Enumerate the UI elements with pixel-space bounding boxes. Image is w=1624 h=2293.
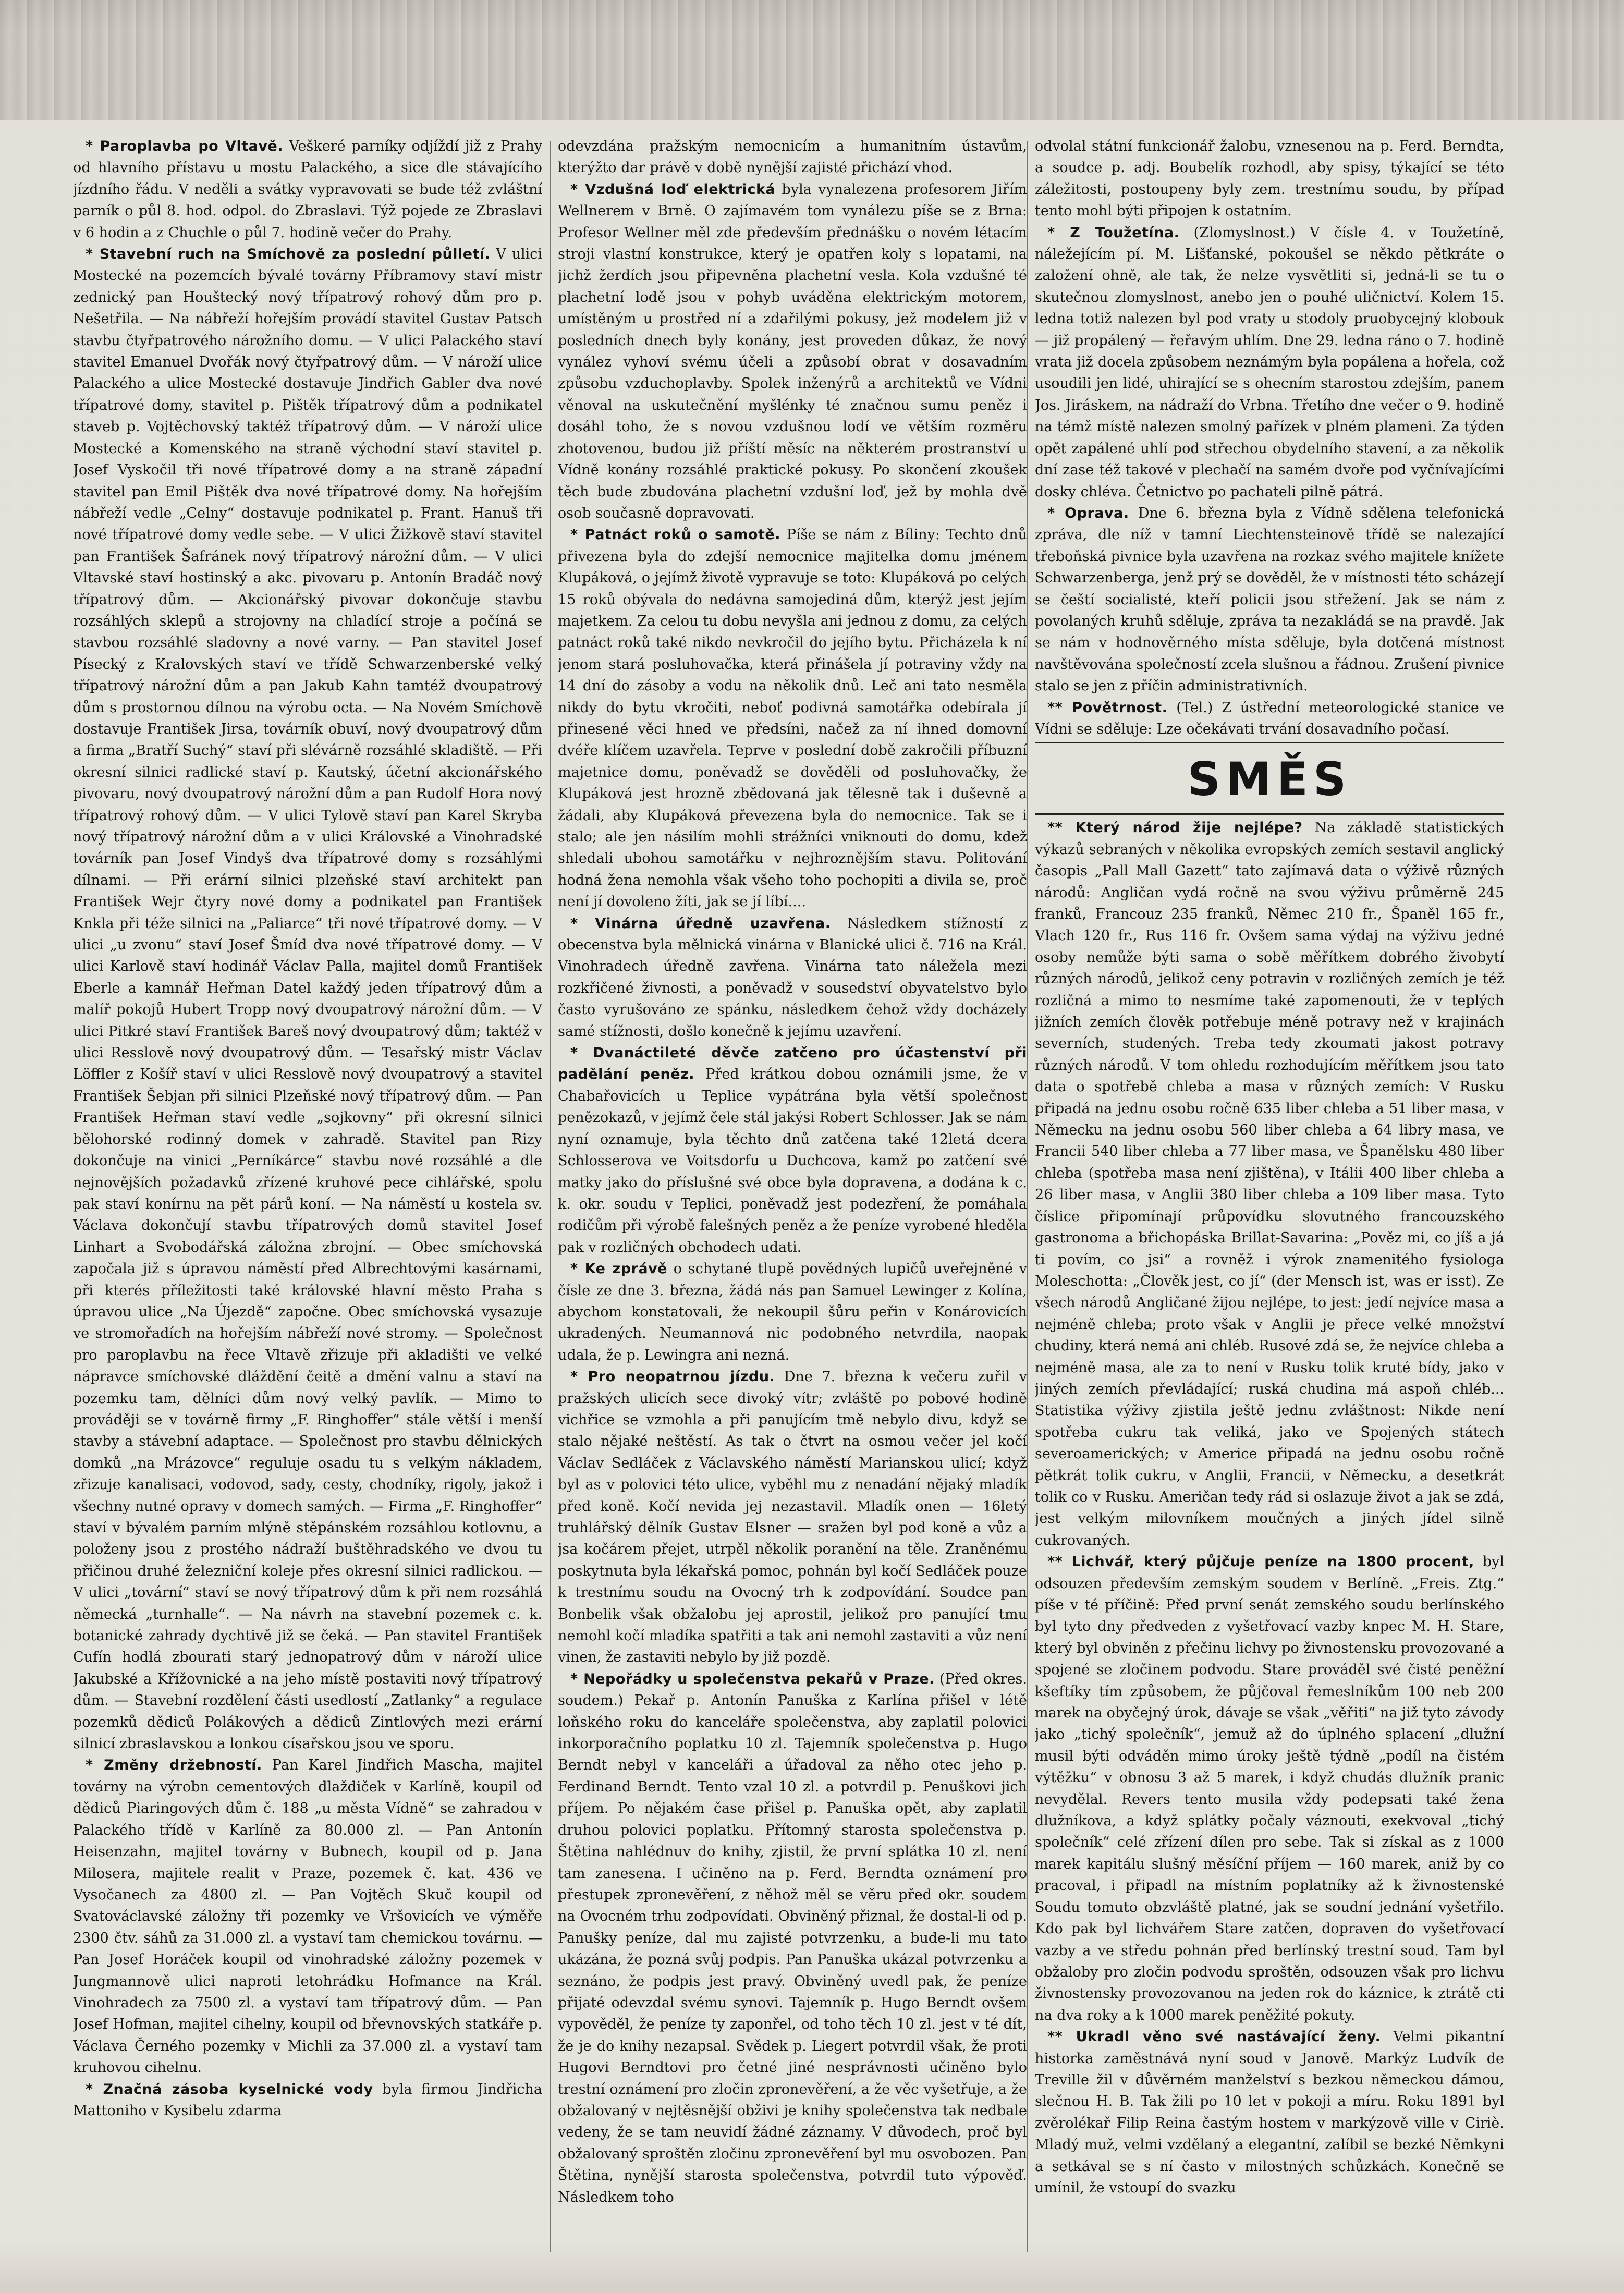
column-2 [558,136,1027,2252]
article-text: Veškeré parníky odjíždí již z Prahy od hlavního přístavu u mostu Palackého, a sice dle stávajícího jízdního řádu. V neděli a svátky vypravovati se bude též zvláštní parník o půl 8. hod. odpol. do Zbraslavi. Týž pojede ze Zbraslavi v 6 hodin a z Chuchle o půl 7. hodině večer do Prahy. [73,138,542,241]
article-paragraph [558,913,1027,1042]
article-text: byla vynalezena profesorem Jiřím Wellnerem v Brně. O zajímavém tom vynálezu píše se z Brna: Profesor Wellner měl zde především přednášku o novém létacím stroji vlastní konstrukce, který je opatřen koly s lopatami, na jichž žerdích jsou připevněna plachetní vesla. Kola vzdušné té plachetní lodě jsou v pohyb uváděna elektrickým motorem, umístěným u prostřed ní a zdařilými pokusy, jež modelem již v posledních dnech byly konány, jest proveden důkaz, že nový vynález vyhoví svému účeli a způsobí obrat v dosavadním způsobu vzduchoplavby. Spolek inženýrů a architektů ve Vídni věnoval na uskutečnění myšlénky té značnou sumu peněz i dosáhl toho, že s novou vzdušnou lodí ve větším rozměru zhotovenou, budou již příští měsíc na některém prostranství u Vídně konány rozsáhlé praktické pokusy. Po skončení zkoušek těch bude zbudována plachetní vzdušní loď, jež by mohla dvě osob současně dopravovati. [558,181,1027,521]
article-paragraph [558,1042,1027,1258]
article-paragraph [558,179,1027,525]
column-3 [1035,136,1504,2252]
article-paragraph [73,243,542,1754]
article-headline: ** Lichvář, který půjčuje peníze na 1800 procent, [1047,1554,1474,1570]
article-text: Dne 6. března byla z Vídně sdělena telefonická zpráva, dle níž v tamní Liechtensteinově třídě se nalezající třeboňská pivnice byla uzavřena na rozkaz svého majitele knížete Schwarzenberga, jenž prý se dověděl, že v místnosti této scházejí se čeští socialisté, kteří policii jsou střežení. Jak se nám z povolaných kruhů sděluje, zpráva ta nezakládá se na pravdě. Jak se nám v hodnověrného místa sděluje, byla dotčená místnost navštěvována společností zcela slušnou a řádnou. Zrušení pivnice stalo se jen z příčin administrativních. [1035,505,1504,694]
article-headline: ** Ukradl věno své nastávající ženy. [1047,2029,1381,2045]
article-text: Na základě statistických výkazů sebraných v několika evropských zemích sestavil anglický časopis „Pall Mall Gazett“ tato zajímavá data o výživě různých národů: Angličan vydá ročně na svou výživu průměrně 245 franků, Francouz 235 franků, Němec 210 fr., Španěl 165 fr., Vlach 120 fr., Rus 116 fr. Ovšem sama výdaj na výživu jedné osoby nemůže býti sama o sobě měřítkem dobrého živobytí různých národů, jelikož ceny potravin v rozličných zemích je též rozličná a mimo to nesmíme také zapomenouti, že v teplých jižních zemích člověk potřebuje méně potravy než v krajinách severních, studených. Treba tedy zkoumati jakost potravy různých národů. V tom ohledu rozhodujícím měřítkem jsou tato data o spotřebě chleba a masa v různých zemích: V Rusku připadá na jednu osobu ročně 635 liber chleba a 51 liber masa, v Německu na jednu osobu 560 liber chleba a 64 libry masa, ve Francii 540 liber chleba a 77 liber masa, ve Španělsku 480 liber chleba (spotřeba masa není zjištěna), v Itálii 400 liber chleba a 26 liber masa, v Anglii 380 liber chleba a 109 liber masa. Tyto číslice připomínají průpovídku slovutného francouzského gastronoma a břichopáska Brillat-Savarina: „Pověz mi, co jíš a já ti povím, co jsi“ a rovněž i výrok znamenitého fysiologa Moleschotta: „Člověk jest, co jí“ (der Mensch ist, was er isst). Ze všech národů Angličané žijou nejlépe, to jest: jedí nejvíce masa a nejméně chleba; proto však v Anglii je přece velké množství chudiny, která nemá ani chléb. Rusové zdá se, že nejvíce chleba a nejméně masa, ale za to není v Rusku tolik kruté bídy, jako v jiných zemích převládající; ruská chudina má aspoň chléb... Statistika výživy zjistila ještě jednu zvláštnost: Nikde není spotřeba cukru tak veliká, jako ve Spojených státech severoamerických; v Americe připadá na jednu osobu ročně pětkrát tolik cukru, v Anglii, Francii, v Německu, a desetkrát tolik co v Rusku. Američan tedy rád si oslazuje život a jak se zdá, jest velkým milovníkem moučných a jiných jídel silně cukrovaných. [1035,820,1504,1548]
article-text: (Zlomyslnost.) V čísle 4. v Toužetíně, náležejícím pí. M. Lišťanské, pokoušel se někdo pětkráte o založení ohně, ale tak, že nelze vysvětliti si, jedná-li se tu o skutečnou zlomyslnost, anebo jen o pouhé uličnictví. Kolem 15. ledna totiž nalezen byl pod vraty u stodoly pruobycejný klobouk — již propálený — řeřavým uhlím. Dne 29. ledna ráno o 7. hodině vrata již docela způsobem neznámým byla popálena a hořela, což usoudili jen lidé, uhirající se s ohecním starostou zdejším, panem Jos. Jiráskem, na nádraží do Vrbna. Třetího dne večer o 9. hodině na témž místě nalezen smolný pařízek v plném plameni. Za týden opět zapálené uhlí pod střechou obydelního stavení, a za několik dní zase též takové v plechačí na samém dvoře pod vyčnívajícími dosky chléva. Četnictvo po pachateli pilně pátrá. [1035,224,1504,500]
column-rule [550,141,551,2252]
article-headline: * Změny držebností. [86,1757,262,1774]
article-text: odvolal státní funkcionář žalobu, vznesenou na p. Ferd. Berndta, a soudce p. adj. Boubelík rozhodl, aby spisy, týkající se této záležitosti, postoupeny byly zem. trestnímu soudu, by případ tento mohl býti připojen k ostatním. [1035,138,1504,219]
article-paragraph [1035,1551,1504,2026]
article-paragraph [558,1668,1027,2208]
article-text: V ulici Mostecké na pozemcích bývalé továrny Příbramovy staví mistr zednický pan Houštecký nový třípatrový rohový dům pro p. Nešetřila. — Na nábřeží hořejším provádí stavitel Gustav Patsch stavbu čtyřpatrového nárožního domu. — V ulici Palackého staví stavitel Emanuel Dvořák nový čtyřpatrový dům. — V nároží ulice Palackého a ulice Mostecké dostavuje Jindřich Gabler dva nové třípatrové domy, stavitel p. Pištěk třípatrový dům a podnikatel staveb p. Vojtěchovský taktéž třípatrový dům. — V nároží ulice Mostecké a Komenského na straně východní staví stavitel p. Josef Vyskočil tři nové třípatrové domy a na straně západní stavitel pan Emil Pištěk dva nové třípatrové domy. Na hořejším nábřeží vedle „Celny“ dostavuje podnikatel p. Frant. Hanuš tři nové třípatrové domy vedle sebe. — V ulici Žižkově staví stavitel pan František Šafránek nový třípatrový nárožní dům. — V ulici Vltavské staví hostinský a akc. pivovaru p. Antonín Bradáč nový třípatrový dům. — Akcionářský pivovar dokončuje stavbu rozsáhlých sklepů a strojovny na chladící stroje a počíná se stavbou rozsáhlé sladovny a nové varny. — Pan stavitel Josef Písecký z Kralovských staví ve třídě Schwarzenberské velký třípatrový nárožní dům a pan Jakub Kahn tamtéž dvoupatrový dům s prostornou dílnou na výrobu octa. — Na Novém Smíchově dostavuje František Jirsa, továrník obuví, nový dvoupatrový dům a firma „Bratří Suchý“ staví při slévárně rozsáhlé skladiště. — Při okresní silnici radlické staví p. Kautský, účetní akcionářského pivovaru, nový dvoupatrový nárožní dům a pan Rudolf Hora nový třípatrový rohový dům. — V ulici Tylově staví pan Karel Skryba nový třípatrový nárožní dům a v ulici Královské a Vinohradské továrník pan Josef Vindyš dva třípatrové domy s rozsáhlými dílnami. — Při erární silnici plzeňské staví architekt pan František Wejr čtyry nové domy a podnikatel pan František Knkla při téže silnici na „Paliarce“ tři nové třípatrové domy. — V ulici „u zvonu“ staví Josef Šmíd dva nové třípatrové domy. — V ulici Karlově staví hodinář Václav Palla, majitel domů František Eberle a kamnář Heřman Datel každý jeden třípatrový dům a malíř pokojů Hubert Tropp nový dvoupatrový nárožní dům. — V ulici Pitkré staví František Bareš nový dvoupatrový dům; taktéž v ulici Resslově nový dvoupatrový dům. — Tesařský mistr Václav Löffler z Košíř staví v ulici Resslově nový dvoupatrový a stavitel František Šebjan při silnici Plzeňské nový třípatrový dům. — Pan František Heřman staví vedle „sojkovny“ při okresní silnici bělohorské rodinný domek v zahradě. Stavitel pan Rizy dokončuje na vinici „Perníkárce“ stavbu nové rozsáhlé a dle nejnovějších požadavků zřízené kruhové pece cihlářské, spolu pak staví konírnu na pět párů koní. — Na náměstí u kostela sv. Václava dokončují stavbu třípatrových domů stavitel Josef Linhart a Svobodářská záložna zbrojní. — Obec smíchovská započala již s úpravou náměstí před Albrechtovými kasárnami, při kterés příležitosti také královské hlavní město Praha s úpravou ulice „Na Újezdě“ započne. Obec smíchovská vysazuje ve stromořadích na hořejším nábřeží nové stromy. — Společnost pro paroplavbu na řece Vltavě zřizuje při akladišti ve velké nápravce smíchovské dláždění čeitě a dmění valnu a staví na pozemku tam, dělníci dům nový velký pavlík. — Mimo to prováději se v továrně firmy „F. Ringhoffer“ stále větší i menší stavby a stávební adaptace. — Společnost pro stavbu dělnických domků „na Mrázovce“ reguluje osadu tu s velkým nákladem, zřizuje kanalisaci, vodovod, sady, cesty, chodníky, rigoly, jakož i všechny nutné opravy v domech samých. — Firma „F. Ringhoffer“ staví v bývalém parním mlýně stěpánském rozsáhlou kotlovnu, a položeny jsou z prostého nádraží buštěhradského ve dvou tu přičinou druhé železniční koleje přes okresní silnici radlickou. — V ulici „tovární“ staví se nový třípatrový dům k při nem rozsáhlá německá „turnhalle“. — Na návrh na stavební pozemek c. k. botanické zahrady dychtivě již se čeká. — Pan stavitel František Cufín hodlá zbourati starý jednopatrový dům v nároží ulice Jakubské a Křížovnické a na jeho místě postaviti nový třípatrový dům. — Stavební rozdělení části usedlostí „Zatlanky“ a regulace pozemků dědiců Polákových a dědiců Zintlových mezi erární silnicí zbraslavskou a lonkou císařskou jsou ve sporu. [73,246,542,1752]
article-text: Pan Karel Jindřich Mascha, majitel továrny na výrobn cementových dlaždiček v Karlíně, koupil od dědiců Piaringových dům č. 188 „u města Vídně“ se zahradou v Palackého třídě v Karlíně za 80.000 zl. — Pan Antonín Heisenzahn, majitel továrny v Bubnech, koupil od p. Jana Milosera, majitele realit v Praze, pozemek č. kat. 436 ve Vysočanech za 4800 zl. — Pan Vojtěch Skuč koupil od Svatováclavské záložny tři pozemky ve Vršovicích ve výměře 2300 čtv. sáhů za 31.000 zl. a vystaví tam chemickou továrnu. — Pan Josef Horáček koupil od vinohradské záložny pozemek v Jungmannově ulici naproti letohrádku Hofmance na Král. Vinohradech za 7500 zl. a vystaví tam třípatrový dům. — Pan Josef Hofman, majitel cihelny, koupil od břevnovských statkáře p. Václava Černého pozemky v Michli za 37.000 zl. a vystaví tam kruhovou cihelnu. [73,1757,542,2076]
article-paragraph [73,136,542,243]
section-heading: SMĚS [1187,752,1352,807]
article-paragraph [1035,222,1504,503]
article-paragraph [1035,697,1504,740]
article-text: Velmi pikantní historka zaměstnává nyní soud v Janově. Markýz Ludvík de Treville žil v důvěrném manželství s bezkou německou dámou, slečnou H. B. Tak žili po 10 let v pokoji a míru. Roku 1891 byl zvěrolékař Filip Reina častým hostem v markýzově ville v Ciriè. Mladý muž, velmi vzdělaný a elegantní, zalíbil se bezké Němkyni a setkával se s ní často v milostných schůzkách. Konečně se umínil, že vstoupí do svazku [1035,2029,1504,2196]
article-text: (Tel.) Z ústřední meteorologické stanice ve Vídni se sděluje: Lze očekávati trvání dosavadního počasí. [1035,699,1504,737]
article-headline: * Vinárna úředně uzavřena. [570,915,831,932]
article-text: Před krátkou dobou oznámili jsme, že v Chabařovicích u Teplice vypátrána byla větší společnost penězokazů, v jejímž čele stál jakýsi Robert Schlosser. Jak se nám nyní oznamuje, byla těchto dnů zatčena také 12letá dcera Schlosserova ve Voitsdorfu u Duchcova, kamž po zatčení své matky jako do příslušné své obce byla dopravena, a dodána k c. k. okr. soudu v Teplici, poněvadž jest podezření, že pomáhala rodičům při výrobě falešných peněz a že peníze vyrobené hleděla pak v rozličných obchodech udati. [558,1066,1027,1255]
article-headline: * Patnáct roků o samotě. [570,527,780,543]
article-headline: ** Povětrnost. [1047,699,1168,716]
article-paragraph [558,136,1027,179]
article-headline: * Ke zprávě [570,1261,667,1277]
article-paragraph [558,524,1027,912]
article-headline: * Oprava. [1047,505,1129,521]
article-headline: * Pro neopatrnou jízdu. [570,1369,775,1385]
scan-top-edge [0,0,1624,120]
article-headline: * Z Toužetína. [1047,224,1180,241]
article-headline: * Paroplavba po Vltavě. [86,138,283,154]
article-paragraph [1035,503,1504,697]
article-paragraph [1035,817,1504,1551]
article-headline: * Vzdušná loď elektrická [570,181,776,198]
article-headline: * Nepořádky u společenstva pekařů v Praze. [570,1670,935,1687]
article-text: Následkem stížností z obecenstva byla mělnická vinárna v Blanické ulici č. 716 na Král. Vinohradech úředně zavřena. Vinárna tato náležela mezi rozkřičené živnosti, a poněvadž v sousedství obyvatelstvo bylo často vyrušováno ze spánku, následkem čehož vždy docházely samé stížnosti, došlo konečně k jejímu uzavření. [558,915,1027,1040]
article-paragraph [73,2079,542,2122]
article-text: byl odsouzen především zemským soudem v Berlíně. „Freis. Ztg.“ píše v té příčině: Před první senát zemského soudu berlínského byl tyto dny předveden z vyšetřovací vazby knpec M. H. Stare, který byl obviněn z přečinu lichvy po živnostensku provozované a spojené se zločinem podvodu. Stare prováděl své čisté peněžní kšeftíky tím způsobem, že půjčoval řemeslníkům 100 neb 200 marek na obyčejný úrok, dávaje se však „věřiti“ na již tyto závody jako „tichý společník“, jemuž až do úplného splacení „dlužní musil býti odváděn mimo úroky ještě týdně „podíl na čistém výtěžku“ v obnosu 3 až 5 marek, i když chudás dlužník pranic nevydělal. Revers tento musila vždy podepsati také žena dlužníkova, a když splátky počaly váznouti, exekvoval „tichý společník“ celé zřízení dílen pro sebe. Tak si získal as z 1000 marek kapitálu slušný měsíční příjem — 160 marek, aniž by co pracoval, i připadl na místním poplatníky až k živnostenské Soudu tomuto obzvláště platné, jak se soudní jednání vyšetřilo. Kdo pak byl lichvářem Stare zatčen, dopraven do vyšetřovací vazby a ve středu pohnán před berlínský trestní soud. Tam byl obžaloby pro zločin podvodu sproštěn, odsouzen však pro lichvu živnostensky provozovanou na jeden rok do káznice, k ztrátě cti na dva roky a k 1000 marek peněžité pokuty. [1035,1554,1504,2023]
column-rule [1027,141,1028,2252]
article-text: Píše se nám z Bíliny: Techto dnů přivezena byla do zdejší nemocnice majitelka domu jménem Klupáková, o jejímž životě vypravuje se toto: Klupáková po celých 15 roků obývala do nedávna samojediná dům, kterýž jest jejím majetkem. Za celou tu dobu nevyšla ani jednou z domu, za celých patnáct roků také nikdo nevkročil do jejího bytu. Přicházela k ní jenom stará posluhovačka, která přinášela jí potraviny vždy na 14 dní do zásoby a vodu na několik dnů. Leč ani tato nesměla nikdy do bytu vkročiti, neboť podivná samotářka odebírala jí přinesené věci hned ve předsíni, načež za ní ihned domovní dvéře klíčem uzavřela. Teprve v poslední době zakročili příbuzní majetnice domu, poněvadž se dověděli od posluhovačky, že Klupáková jest hrozně zbědovaná jak tělesně tak i duševně a žádali, aby Klupáková převezena byla do nemocnice. Tak se i stalo; ale jen násilím mohli strážníci vniknouti do domu, kdež shledali ubohou samotářku v nejhroznějším stavu. Politování hodná žena nemohla však všeho toho pochopiti a divila se, proč není jí dovoleno žíti, jak se jí líbí.... [558,527,1027,910]
article-headline: * Dvanáctileté děvče zatčeno pro účastenství při padělání peněz. [558,1045,1027,1083]
article-text: odevzdána pražským nemocnicím a humanitním ústavům, kterýžto dar právě v době nynější zajisté přichází vhod. [558,138,1027,176]
article-text: o schytané tlupě povědných lupičů uveřejněné v čísle ze dne 3. března, žádá nás pan Samuel Lewinger z Kolína, abychom konstatovali, že nekoupil šůru peřin v Konárovicích ukradených. Neumannová nic podobného netvrdila, naopak udala, že p. Lewingra ani nezná. [558,1261,1027,1363]
article-paragraph [1035,2026,1504,2199]
column-1 [73,136,542,2252]
section-rule [1035,813,1504,815]
article-text: Dne 7. března k večeru zuřil v pražských ulicích sece divoký vítr; zvláště po pobové hodině vichřice se vzmohla a při panujícím tmě nebylo divu, když se stalo nějaké neštěstí. As tak o čtvrt na osmou večer jel kočí Václav Sedláček z Václavského náměstí Marianskou ulicí; když byl as v polovici této ulice, vyběhl mu z nenadání nějaký mladík před koně. Kočí nevida jej nezastavil. Mladík onen — 16letý truhlářský dělník Gustav Elsner — sražen byl pod koně a vůz a jsa kočárem přejet, utrpěl několik poranění na těle. Zraněnému poskytnuta byla lékařská pomoc, pohnán byl kočí Sedláček pouze k trestnímu soudu na Ovocný trh k zodpovídání. Soudce pan Bonbelik však obžalobu jej aprostil, jelikož pro panující tmu nemohl kočí mladíka spatřiti a tak ani nemohl zastaviti a vůz není vinen, že zastaviti nebylo by již pozdě. [558,1369,1027,1666]
article-paragraph [73,1754,542,2078]
article-headline: ** Který národ žije nejlépe? [1047,820,1303,836]
section-rule [1035,742,1504,743]
article-text: (Před okres. soudem.) Pekař p. Antonín Panuška z Karlína přišel v létě loňského roku do kanceláře společenstva, aby zaplatil polovici inkorporačního poplatku 10 zl. Tajemník společenstva p. Hugo Berndt nebyl v kanceláři a úřadoval za něho otec jeho p. Ferdinand Berndt. Tento vzal 10 zl. a potvrdil p. Penuškovi jich příjem. Po nějakém čase přišel p. Panuška opět, aby zaplatil druhou polovici poplatku. Přítomný starosta společenstva p. Štětina nahlédnuv do knihy, zjistil, že první splátka 10 zl. není tam zanesena. I učiněno na p. Ferd. Berndta oznámení pro přestupek zpronevěření, z něhož měl se věru před okr. soudem na Ovocném trhu zodpovídati. Obviněný přiznal, že dostal-li od p. Panušky peníze, dal mu zajisté potvrzenku, a bude-li mu tato ukázána, že pozná svůj podpis. Pan Panuška ukázal potvrzenku a seznáno, že podpis jest pravý. Obviněný uvedl pak, že peníze přijaté odevzdal svému synovi. Tajemník p. Hugo Berndt ovšem vypověděl, že peníze ty zaponřel, od toho těch 10 zl. jest v té dít, že je do knihy nezapsal. Svědek p. Liegert potvrdil však, že proti Hugovi Berndtovi pro četné jiné nesprávnosti učiněno bylo trestní oznámení pro zločin zpronevěření, a že věc vyšetřuje, a že obžalovaný v nejtěsnější obživi je knihy společenstva tak nedbale vedeny, že se tam neuvidí žádné záznamy. V důvodech, proč byl obžalovaný sproštěn zločinu zpronevěření byl mu osvobozen. Pan Štětina, nynější starosta společenstva, potvrdil tuto výpověď. Následkem toho [558,1670,1027,2205]
article-headline: * Stavební ruch na Smíchově za poslední půlletí. [86,246,491,263]
article-paragraph [1035,136,1504,222]
article-headline: * Značná zásoba kyselnické vody [86,2081,373,2097]
article-text: byla firmou Jindřicha Mattoniho v Kysibelu zdarma [73,2081,542,2119]
article-paragraph [558,1258,1027,1366]
article-paragraph [558,1366,1027,1668]
